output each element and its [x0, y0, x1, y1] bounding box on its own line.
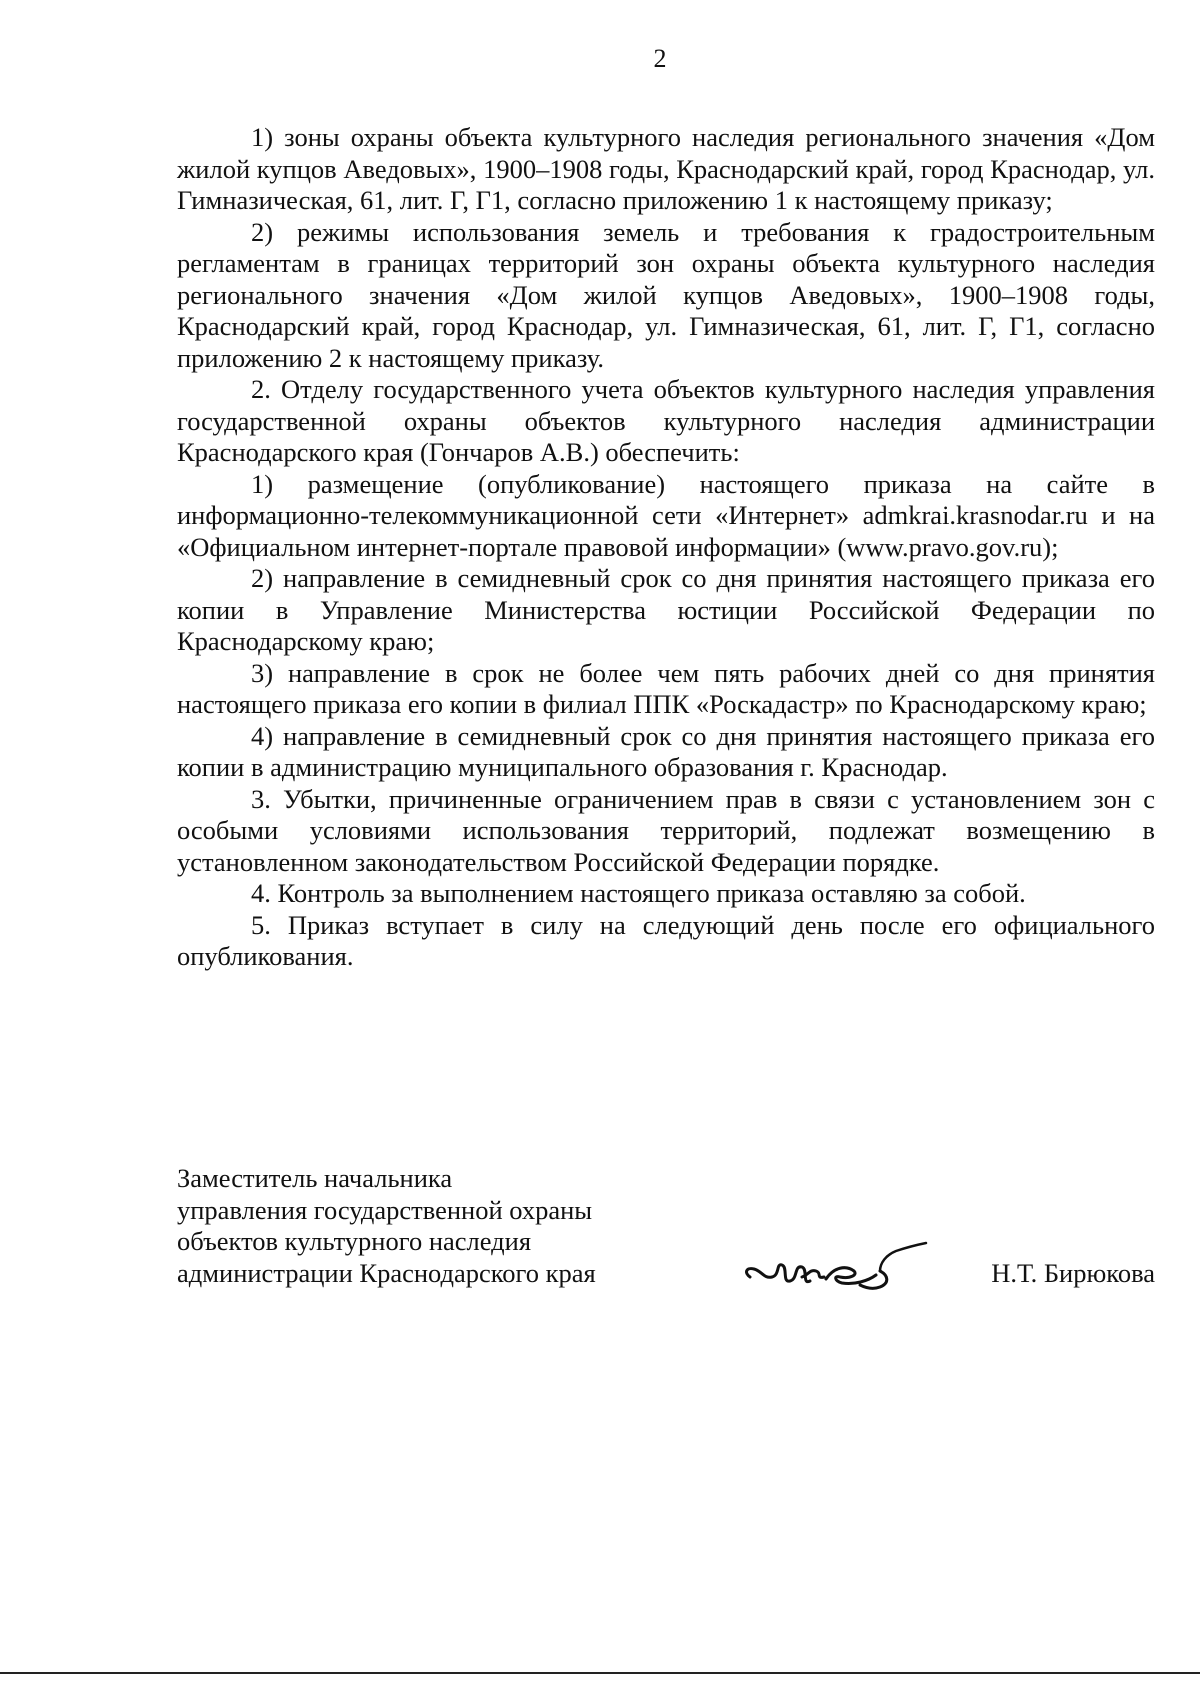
- paragraph-entry-into-force: 5. Приказ вступает в силу на следующий день после его официального опубликования.: [177, 909, 1155, 971]
- signatory-position-line: Заместитель начальника: [177, 1163, 453, 1193]
- paragraph-roskadastr: 3) направление в срок не более чем пять рабочих дней со дня принятия настоящего приказа его копии в филиал ППК «Роскадастр» по Краснодарскому краю;: [177, 657, 1155, 719]
- paragraph-department-order: 2. Отделу государственного учета объектов культурного наследия управления государственной охраны объектов культурного наследия администрации Краснодарского края (Гончаров А.В.) обеспечить:: [177, 374, 1155, 467]
- paragraph-losses: 3. Убытки, причиненные ограничением прав в связи с установлением зон с особыми условиями использования территорий, подлежат возмещению в установленном законодательством Российской Федерации порядке.: [177, 783, 1155, 877]
- signatory-position-line: объектов культурного наследия: [177, 1226, 532, 1256]
- order-body: [177, 122, 1155, 973]
- paragraph-control: 4. Контроль за выполнением настоящего приказа оставляю за собой.: [251, 878, 1026, 908]
- paragraph-zones: 1) зоны охраны объекта культурного наследия регионального значения «Дом жилой купцов Аведовых», 1900–1908 годы, Краснодарский край, город Краснодар, ул. Гимназическая, 61, лит. Г, Г1, согласно приложению 1 к настоящему приказу;: [177, 122, 1155, 215]
- paragraph-municipality: 4) направление в семидневный срок со дня принятия настоящего приказа его копии в администрацию муниципального образования г. Краснодар.: [177, 720, 1155, 782]
- signatory-position-line: администрации Краснодарского края: [177, 1257, 596, 1288]
- signatory-name: Н.Т. Бирюкова: [991, 1257, 1155, 1288]
- paragraph-ministry-of-justice: 2) направление в семидневный срок со дня принятия настоящего приказа его копии в Управление Министерства юстиции Российской Федерации по Краснодарскому краю;: [177, 563, 1155, 656]
- bottom-divider: [0, 1672, 1200, 1674]
- paragraph-land-use-modes: 2) режимы использования земель и требования к градостроительным регламентам в границах территорий зон охраны объекта культурного наследия регионального значения «Дом жилой купцов Аведовых», 1900–1908 годы, Краснодарский край, город Краснодар, ул. Гимназическая, 61, лит. Г, Г1, согласно приложению 2 к настоящему приказу.: [177, 216, 1155, 373]
- paragraph-publication: 1) размещение (опубликование) настоящего приказа на сайте в информационно-телекоммуникационной сети «Интернет» admkrai.krasnodar.ru и на «Официальном интернет-портале правовой информации» (www.pravo.gov.ru);: [177, 468, 1155, 562]
- signatory-position-line: управления государственной охраны: [177, 1194, 593, 1225]
- handwritten-signature-icon: [730, 1227, 940, 1303]
- signature-block: [177, 1163, 1155, 1303]
- signatory-position: [177, 1163, 596, 1289]
- page-number: 2: [653, 44, 667, 73]
